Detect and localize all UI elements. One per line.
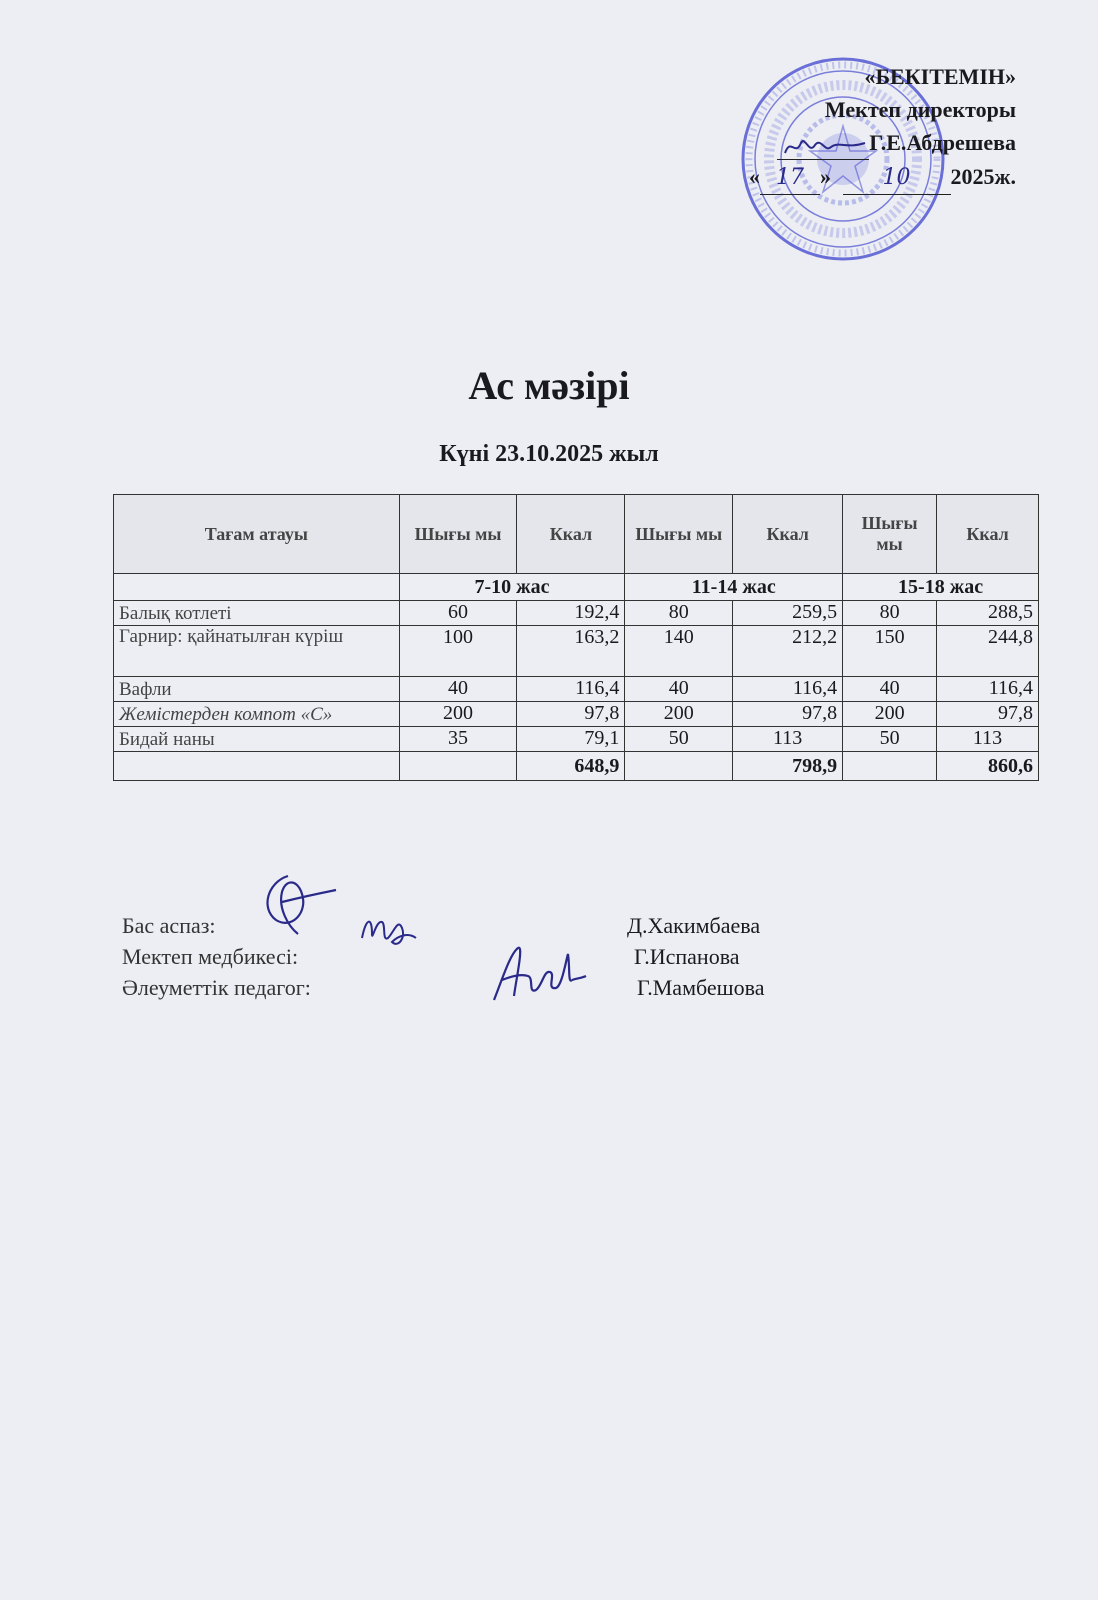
age-group-empty [114, 574, 400, 601]
table-cell: 35 [399, 727, 517, 752]
date-month: 10 [882, 165, 911, 190]
table-cell: 116,4 [733, 677, 843, 702]
signature-role: Әлеуметтік педагог: [122, 975, 311, 1000]
signatures-block [122, 910, 822, 1003]
table-cell: 50 [843, 727, 937, 752]
approval-block [749, 60, 1016, 195]
dish-name: Бидай наны [114, 727, 400, 752]
table-cell [625, 752, 733, 781]
table-cell: 60 [399, 601, 517, 626]
header-kcal: Ккал [937, 495, 1039, 574]
table-cell: 40 [625, 677, 733, 702]
table-cell: 97,8 [733, 702, 843, 727]
approval-position: Мектеп директоры [824, 97, 1016, 122]
approval-date-line [749, 160, 1016, 195]
header-dish-name: Тағам атауы [114, 495, 400, 574]
table-cell: 200 [843, 702, 937, 727]
table-cell: 244,8 [937, 626, 1039, 677]
table-header-row [114, 495, 1039, 574]
table-row [114, 626, 1039, 677]
table-row [114, 727, 1039, 752]
table-cell: 192,4 [517, 601, 625, 626]
total-kcal: 648,9 [517, 752, 625, 781]
signature-name: Г.Испанова [634, 944, 740, 969]
age-group-row [114, 574, 1039, 601]
table-cell: 113 [937, 727, 1039, 752]
header-portion: Шығы мы [843, 495, 937, 574]
signature-role: Бас аспаз: [122, 913, 216, 938]
director-name: Г.Е.Абдрешева [869, 130, 1016, 155]
chef-signature-scribble [258, 868, 338, 938]
pedagog-signature-scribble [488, 940, 588, 1010]
nurse-signature-scribble [358, 908, 418, 952]
table-cell: 150 [843, 626, 937, 677]
table-cell: 79,1 [517, 727, 625, 752]
table-cell: 140 [625, 626, 733, 677]
header-portion: Шығы мы [625, 495, 733, 574]
table-cell [843, 752, 937, 781]
menu-date: Күні 23.10.2025 жыл [439, 441, 659, 467]
approval-heading: «БЕКІТЕМІН» [864, 64, 1016, 89]
signature-name: Г.Мамбешова [637, 975, 765, 1000]
table-cell: 80 [843, 601, 937, 626]
table-cell: 50 [625, 727, 733, 752]
date-day-blank [760, 160, 820, 195]
age-group: 7-10 жас [399, 574, 625, 601]
table-cell: 80 [625, 601, 733, 626]
age-group: 15-18 жас [843, 574, 1039, 601]
date-year: 2025ж. [950, 164, 1016, 189]
table-cell: 100 [399, 626, 517, 677]
header-kcal: Ккал [733, 495, 843, 574]
date-open-quote: « [749, 164, 761, 189]
header-portion: Шығы мы [399, 495, 517, 574]
menu-table [113, 494, 1039, 781]
table-row [114, 601, 1039, 626]
signature-row [122, 941, 822, 972]
table-cell: 163,2 [517, 626, 625, 677]
table-cell: 212,2 [733, 626, 843, 677]
date-close-quote: » [820, 164, 832, 189]
table-cell [399, 752, 517, 781]
table-cell: 200 [625, 702, 733, 727]
signature-row [122, 910, 822, 941]
signature-name: Д.Хакимбаева [627, 913, 761, 938]
header-kcal: Ккал [517, 495, 625, 574]
table-cell: 116,4 [517, 677, 625, 702]
table-cell: 200 [399, 702, 517, 727]
signature-row [122, 972, 822, 1003]
table-cell: 97,8 [937, 702, 1039, 727]
age-group: 11-14 жас [625, 574, 843, 601]
table-cell: 97,8 [517, 702, 625, 727]
table-cell: 40 [843, 677, 937, 702]
signature-role: Мектеп медбикесі: [122, 944, 299, 969]
director-signature-scribble [781, 133, 869, 159]
dish-name: Вафли [114, 677, 400, 702]
director-signature-blank [777, 126, 869, 160]
table-cell: 288,5 [937, 601, 1039, 626]
date-day: 17 [776, 165, 805, 190]
table-cell [114, 752, 400, 781]
table-cell: 113 [733, 727, 843, 752]
table-cell: 116,4 [937, 677, 1039, 702]
table-cell: 40 [399, 677, 517, 702]
page-title: Ас мәзірі [468, 363, 630, 408]
totals-row [114, 752, 1039, 781]
total-kcal: 798,9 [733, 752, 843, 781]
total-kcal: 860,6 [937, 752, 1039, 781]
dish-name: Жемістерден компот «С» [114, 702, 400, 727]
table-row [114, 677, 1039, 702]
table-row [114, 702, 1039, 727]
table-cell: 259,5 [733, 601, 843, 626]
dish-name: Гарнир: қайнатылған күріш [114, 626, 400, 677]
dish-name: Балық котлеті [114, 601, 400, 626]
director-signature-line [749, 126, 1016, 160]
date-month-blank [843, 160, 951, 195]
